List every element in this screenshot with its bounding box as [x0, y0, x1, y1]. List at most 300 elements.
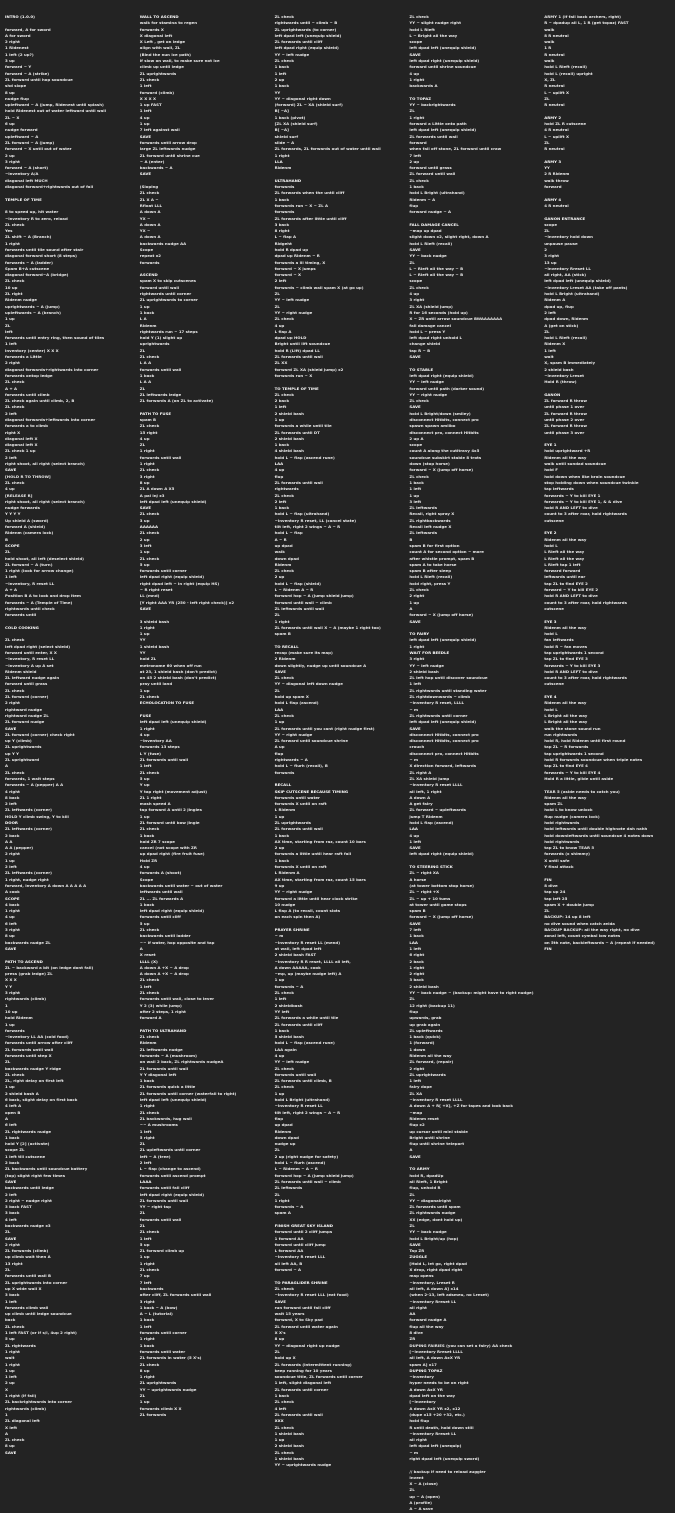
note-line: no dive sound when catch zelda: [544, 920, 615, 926]
note-line: Ridenm all the way: [544, 700, 587, 706]
note-line: forwards: [274, 209, 295, 215]
note-line: forwards: [274, 184, 295, 190]
note-line: 8 up: [139, 479, 150, 485]
note-line: up climb until ledge soundcue: [5, 1311, 72, 1317]
note-line: 3 back: [5, 1210, 20, 1216]
note-line: ZL check: [274, 1084, 295, 1090]
note-line: ~inventory LL AA (cold food): [5, 1034, 69, 1040]
note-line: 2 shield bash A: [5, 1090, 39, 1096]
note-line: L Rleft all the way: [544, 549, 585, 555]
note-line: Y up: [139, 782, 150, 788]
note-line: A down AxX YR: [409, 1386, 443, 1392]
note-line: YY ~ diagonal left down nudge: [274, 681, 343, 687]
note-line: ZL check: [5, 404, 25, 410]
note-line: 1 shield bash: [139, 643, 170, 649]
note-line: hold L Rleft (recall): [544, 64, 587, 70]
note-line: 1 back: [274, 857, 290, 863]
note-line: L ~ Ridenm ~ A ~ R: [274, 1166, 318, 1172]
note-line: YY ~ back nudge: [409, 1229, 447, 1235]
note-line: count to 3 after roar, hold rightwards: [544, 511, 627, 517]
note-line: [ZL XA (shield surf): [274, 121, 318, 127]
note-line: X ~ A (close): [409, 1481, 438, 1487]
note-line: tap left 25: [544, 895, 568, 901]
note-line: TEAR 5 (aside needs to catch you): [544, 788, 620, 794]
note-line: scope: [409, 278, 423, 284]
note-line: rightward nudge: [5, 706, 42, 712]
note-line: stop holding down when soundcue twinkle: [544, 479, 639, 485]
note-line: R neutral: [544, 83, 565, 89]
note-line: ZL uprightward: [5, 757, 40, 763]
note-line: ZL check: [5, 1071, 25, 1077]
note-line: 10 up: [5, 284, 18, 290]
note-line: 2 right: [5, 1241, 20, 1247]
note-line: 1 up: [5, 316, 15, 322]
section-heading: SAVE: [5, 1449, 17, 1455]
note-line: forwards until wall: [139, 366, 182, 372]
note-line: ZL check: [274, 990, 295, 996]
note-line: YY ~ left nudge: [409, 662, 444, 668]
note-line: ZL forwards until wall X ~ A (maybe 1 right too): [274, 624, 381, 630]
note-line: YY ~ uprightwards nudge: [139, 1386, 197, 1392]
note-line: hold L ~ flurh (recall), B: [274, 763, 328, 769]
note-line: 1 back: [274, 64, 290, 70]
note-line: A: [5, 763, 9, 769]
note-line: forward ~ X (jump off horse): [409, 467, 474, 473]
section-heading: COLD COOKING: [5, 624, 39, 630]
note-line: ZL forwards until wall: [5, 1046, 54, 1052]
note-line: 1 right: [274, 618, 290, 624]
note-line: hold R forwards soundcue when triple notes: [544, 757, 643, 763]
note-line: 1 back: [139, 1342, 155, 1348]
note-line: 7 left against wall: [139, 127, 180, 133]
note-line: Ridenm all the way: [544, 624, 587, 630]
section-heading: SAVE: [274, 1298, 286, 1304]
section-heading: SCOPE: [5, 895, 20, 901]
note-line: YY ~ right nudge: [274, 309, 313, 315]
note-line: ~mp, up (maybe nudge left) A: [274, 971, 342, 977]
note-line: Hold ZR: [139, 857, 158, 863]
note-line: ZL XA (shield jump): [409, 303, 453, 309]
note-line: 3 right: [544, 253, 560, 259]
note-line: 2 up A: [409, 435, 424, 441]
note-line: Ridenm reset: [409, 1115, 439, 1121]
note-line: ZL forwards until cliff: [274, 39, 323, 45]
note-line: A: [5, 1430, 9, 1436]
note-line: diagonal left X: [5, 442, 38, 448]
section-heading: LAA: [409, 826, 418, 832]
note-line: ZL rightdownwards ~ climb: [409, 694, 471, 700]
note-line: run forward until fall cliff: [274, 1304, 331, 1310]
note-line: flup, unhold R: [409, 1185, 441, 1191]
note-line: forwards climb wall: [5, 1304, 49, 1310]
note-line: YY ~ diagonal right up nudge: [274, 1342, 340, 1348]
note-line: ~inventory hold down: [544, 234, 593, 240]
note-line: slide ~ A: [274, 139, 295, 145]
note-line: rightwards run ~ 17 steps: [139, 328, 198, 334]
note-line: ZL check: [5, 479, 25, 485]
note-line: ZL forwards until you cant (right nudge first): [274, 725, 375, 731]
note-line: 1 back: [274, 505, 290, 511]
note-line: 1 right: [5, 240, 20, 246]
note-line: Tap ZR: [409, 1248, 425, 1254]
note-line: down slightly, nudge up until soundcue A: [274, 662, 367, 668]
section-heading: SAVE: [139, 605, 152, 611]
note-line: YY ~ diagonal right down: [274, 95, 331, 101]
section-heading: ARMY 2: [544, 114, 562, 120]
note-line: forwards: [5, 1027, 25, 1033]
note-line: rightwards (climb): [5, 1405, 46, 1411]
note-line: 2 right: [5, 360, 20, 366]
note-line: hold R, dpadUp: [409, 1172, 444, 1178]
note-line: forward, A for sword: [5, 26, 51, 32]
note-line: L ~ uplift X: [544, 89, 570, 95]
note-line: hyper needs to be on right: [409, 1380, 469, 1386]
note-line: A cook: [5, 889, 20, 895]
note-line: 4 left: [274, 1405, 287, 1411]
note-line: 7 left: [139, 1279, 152, 1285]
note-line: forwards: [139, 259, 160, 265]
note-line: 6 back, slight delay on first back: [5, 1097, 78, 1103]
note-line: 8 up: [5, 1443, 15, 1449]
note-line: ZL backwards until soundcue battery: [5, 1166, 88, 1172]
note-line: ZL check: [139, 1034, 160, 1040]
note-line: Bright until shrine: [409, 1134, 450, 1140]
note-line: left dpad right (select shield): [5, 643, 71, 649]
section-heading: SAVE: [5, 1235, 17, 1241]
note-line: B: [5, 536, 8, 542]
note-line: forwards X until on raft: [274, 864, 327, 870]
note-line: all left, A down AxX YR: [409, 1355, 461, 1361]
note-line: hold flup: [409, 1418, 430, 1424]
note-line: 3 shield bash: [139, 618, 170, 624]
note-line: A A: [5, 838, 13, 844]
note-line: Y final attack: [544, 864, 574, 870]
note-line: 2 left: [5, 1191, 17, 1197]
section-heading: TO RECALL: [274, 643, 299, 649]
note-line: tap ZL ~ R forwards: [544, 744, 589, 750]
note-line: ZL forwards until wall: [139, 1197, 189, 1203]
note-line: 3 up: [5, 58, 15, 64]
note-line: 10 up: [5, 1008, 18, 1014]
note-line: Recall left nudge X: [409, 524, 452, 530]
note-line: L ~ flap A: [274, 234, 297, 240]
note-line: right dpad left (unequip sword): [409, 1455, 480, 1461]
note-line: forward a little until hear clock strike: [274, 895, 358, 901]
note-line: 5 up: [139, 775, 150, 781]
note-line: 1 back ~ A (bow): [139, 1304, 178, 1310]
section-heading: SAVE: [139, 505, 152, 511]
note-line: hold L ~ flap (ascend rune): [274, 454, 335, 460]
note-line: Yes: [5, 228, 13, 234]
note-line: forwards ~ A (pepper) A A: [5, 782, 64, 788]
note-line: up dpad right (fire fruit fuse): [139, 851, 205, 857]
note-line: R neutral: [544, 102, 565, 108]
note-line: hold L ~ flap (shield): [274, 580, 321, 586]
section-heading: SAVE: [409, 246, 421, 252]
note-line: forwards ~ A (ladder): [5, 259, 53, 265]
section-heading: ASCEND: [139, 272, 158, 278]
note-line: ZL ~ backward a bit (on ledge dont fall): [5, 964, 94, 970]
note-line: 1 left: [409, 486, 422, 492]
note-line: 2 up: [5, 1380, 15, 1386]
note-line: forward nudge ~ A: [409, 209, 452, 215]
note-line: 6 up: [5, 121, 15, 127]
note-line: tap ZL to find EYE 3: [544, 656, 588, 662]
note-line: hold L Bright (ultrahand): [409, 190, 465, 196]
note-line: A pal inj x3: [139, 492, 165, 498]
note-line: ZL check: [139, 76, 160, 82]
note-line: fall damage cancel: [409, 322, 451, 328]
note-line: hold L Bright/down (smiley): [409, 410, 471, 416]
note-line: A down AAAAA, cook: [274, 964, 321, 970]
note-line: spam B for first option: [409, 542, 460, 548]
note-line: Invent: [409, 1474, 424, 1480]
note-line: 2 left: [274, 498, 287, 504]
note-line: forward until shrine soundcue: [409, 64, 477, 70]
note-line: Ridenm: [274, 165, 292, 171]
note-line: Ridenm nudge: [5, 297, 37, 303]
note-line: forwards until fall cliff: [139, 1185, 190, 1191]
section-heading: RECALL: [274, 782, 292, 788]
note-line: ZL check: [139, 354, 160, 360]
note-line: rightwards until ~ climb ~ B: [274, 20, 338, 26]
note-line: leftwards until ear: [544, 574, 586, 580]
note-line: 8 to speed up, hit water: [5, 209, 59, 215]
note-line: 1 up: [139, 813, 150, 819]
note-line: Ridenm: [139, 1040, 157, 1046]
note-line: hold L Rleft (recall): [544, 335, 587, 341]
note-line: X drop, right dpad right: [409, 1267, 463, 1273]
note-line: walk until sundad soundcue: [544, 461, 607, 467]
note-line: ZL forwards in water (5 X's): [139, 1355, 202, 1361]
note-line: left dpad right (equip shield): [139, 908, 205, 914]
note-line: L flap A (to recall, count slots: [274, 908, 341, 914]
note-line: spam A: [274, 1210, 291, 1216]
note-line: 1 back: [139, 901, 155, 907]
note-line: forwards ~ A (Temple of Time): [5, 599, 73, 605]
note-line: hold Y [2] (activate): [5, 1141, 50, 1147]
note-line: 1 back: [274, 442, 290, 448]
note-line: left dpad left (unequip shield): [409, 45, 477, 51]
note-line: 1 left: [409, 945, 422, 951]
note-line: left dpad left (unequip shield): [139, 1097, 207, 1103]
note-line: hold L: [544, 542, 558, 548]
note-line: ZL check: [139, 555, 160, 561]
note-line: ZL: [139, 1210, 146, 1216]
note-line: 1 back: [409, 933, 424, 939]
section-heading: SAVE: [409, 354, 421, 360]
note-line: hold ZL: [139, 656, 157, 662]
note-line: 1 left: [139, 1323, 152, 1329]
note-line: hold downleftwards until soundcue 4 notes down: [544, 832, 654, 838]
note-line: forward until path (darker sound): [409, 385, 485, 391]
note-line: Y Y: [5, 983, 13, 989]
note-line: ZL A down A X5: [139, 486, 175, 492]
note-line: until phase 1 over: [544, 404, 585, 410]
note-line: A: [409, 605, 413, 611]
note-line: 1 left: [139, 83, 152, 89]
note-line: ZL forwards when the until cliff: [274, 190, 345, 196]
note-line: 1 right: [139, 461, 155, 467]
note-line: forward until grass: [5, 681, 48, 687]
note-line: hold shoot, all left (deselect shield): [5, 555, 84, 561]
note-line: forwards until step X: [5, 1052, 52, 1058]
note-line: left dpad left (unequip shield): [409, 637, 477, 643]
note-line: 1 right: [139, 1374, 155, 1380]
notes-column-5: [544, 14, 671, 1192]
note-line: hold L ~ press Y: [409, 328, 446, 334]
section-heading: EYE 4: [544, 694, 557, 700]
note-line: hold uprightward +R: [544, 448, 591, 454]
note-line: 3 right: [139, 1298, 155, 1304]
note-line: ZL forwards until wall ~ climb: [274, 1178, 341, 1184]
note-line: disconnect Hitbits, connect pro: [409, 738, 479, 744]
note-line: 1 right (look for arrow change): [5, 568, 74, 574]
note-line: cancel (not scope with ZR: [139, 845, 197, 851]
note-line: backwards A: [409, 83, 438, 89]
note-line: ZL leftwards nudge: [139, 1046, 183, 1052]
note-line: 1 right: [409, 643, 425, 649]
note-line: L ~ Ridenm A ~ R: [274, 587, 314, 593]
note-line: 8 up: [5, 933, 15, 939]
note-line: forwards ~ climb wall spam X (at go up): [274, 284, 364, 290]
note-line: left dpad left (unequip shield): [139, 719, 207, 725]
note-line: YY ~ left nudge: [274, 297, 310, 303]
note-line: ~ m: [409, 757, 419, 763]
note-line: 2 left: [5, 454, 17, 460]
note-line: at wall, left dpad left: [274, 945, 322, 951]
note-line: ZL: [274, 1147, 280, 1153]
section-heading: FUSE: [139, 712, 152, 718]
note-line: 1 down: [409, 1046, 426, 1052]
note-line: ~inventory R reset LLL: [274, 1254, 326, 1260]
note-line: upleftward ~ A: [5, 133, 39, 139]
note-line: ZL forwards quick a little: [139, 1084, 196, 1090]
section-heading: LAAA: [139, 1178, 152, 1184]
note-line: ZL: [274, 303, 280, 309]
note-line: ZR: [409, 1336, 416, 1342]
note-line: 1 back: [139, 1078, 155, 1084]
note-line: 6 left: [5, 1122, 17, 1128]
note-line: spam B after sleep: [409, 568, 452, 574]
note-line: ZL forwards until wall: [274, 479, 323, 485]
section-heading: PATH TO ULTRAHAND: [139, 1027, 187, 1033]
section-heading: ZUGGLE: [409, 1254, 428, 1260]
note-line: forwards: [274, 769, 295, 775]
note-line: 1 back: [274, 1027, 290, 1033]
note-line: forwards ~ Y to kill EYE 1: [544, 492, 601, 498]
note-line: 4 up: [139, 114, 150, 120]
note-line: until phase 3 over: [544, 429, 585, 435]
note-line: on wall 2 back, ZL rightwards nudgeA: [139, 1059, 224, 1065]
section-heading: TO TEMPLE OF TIME: [274, 385, 319, 391]
note-line: 4 up: [274, 467, 285, 473]
note-line: ~inventory Rreset LL: [409, 1298, 457, 1304]
note-line: hold F: [544, 467, 558, 473]
note-line: ZL leftwards until wall: [274, 605, 325, 611]
note-line: 4 R neutral: [544, 127, 569, 133]
note-line: tap ZL to find EYE 4: [544, 763, 588, 769]
note-line: YY ~ back nudge: [409, 253, 447, 259]
note-line: ZL check: [5, 278, 25, 284]
note-line: L ~ uplift X: [544, 133, 570, 139]
note-line: nudge forwards: [5, 505, 40, 511]
note-line: ZL backrightwards into corner: [5, 1399, 73, 1405]
note-line: ZL check: [139, 1267, 160, 1273]
note-line: ZL check: [139, 423, 160, 429]
note-line: 1 right: [409, 964, 425, 970]
note-line: ZL: [5, 1059, 11, 1065]
section-heading: SAVE: [409, 725, 421, 731]
note-line: A ~ L (tutorial): [139, 1311, 173, 1317]
note-line: 2 left: [5, 801, 17, 807]
note-line: forward ZL XA (shield jump) x2: [274, 366, 344, 372]
note-line: R ~ dpadup all L, 1 R (get topaz) FAST: [544, 20, 629, 26]
note-line: 2 shield bash: [274, 435, 304, 441]
note-line: ~ m: [274, 933, 284, 939]
note-line: left dpad right (equip shield): [409, 372, 474, 378]
note-line: hold rightwards: [544, 838, 580, 844]
notes-column-1: [5, 14, 132, 1455]
note-line: 2 R Ridenm: [544, 171, 570, 177]
note-line: 5 up: [139, 920, 150, 926]
note-line: 1 left: [139, 1235, 152, 1241]
note-line: ZL: [139, 1393, 146, 1399]
note-line: hold Ridenm: [5, 1015, 33, 1021]
note-line: ZL forwards until wall: [139, 1065, 189, 1071]
note-line: on 5th note, backleftwards ~ A (repeat if needed): [544, 939, 655, 945]
note-line: all left, A down A] x14: [409, 1285, 459, 1291]
note-line: diagonal forward+rightwards out of fall: [5, 184, 94, 190]
note-line: ~inventory AA: [139, 738, 172, 744]
note-line: ZL check: [409, 14, 429, 19]
note-line: ZL forwards until climb, B: [274, 1078, 332, 1084]
note-line: 8 up: [274, 1336, 285, 1342]
note-line: A (profile): [409, 1500, 432, 1506]
note-line: rightwards ~ A: [274, 757, 308, 763]
note-line: mash speed A: [139, 801, 171, 807]
section-heading: PRAYER SHRINE: [274, 927, 310, 933]
note-line: ZL XA: [409, 1090, 423, 1096]
note-line: spam B: [139, 417, 157, 422]
note-line: 4 up: [5, 914, 15, 920]
note-line: 1 right: [139, 448, 155, 454]
note-line: forward ~ X jumps: [274, 265, 316, 271]
note-line: backwards until water ~ out of water: [139, 882, 223, 888]
note-line: hold L ~ flap: [274, 530, 303, 536]
note-line: ARMY 1 (if fail back archers, right): [544, 14, 621, 19]
note-line: forward: [544, 184, 562, 190]
note-line: 2 up: [274, 76, 285, 82]
note-line: B[ ~A]: [274, 108, 289, 114]
note-line: ZL rightwards nudge: [409, 1210, 456, 1216]
note-line: YY ~ slight nudge right: [409, 20, 461, 26]
note-line: forwards run ~ X: [274, 372, 313, 378]
note-line: 1 back: [409, 479, 424, 485]
note-line: ZL: [274, 612, 280, 618]
note-line: forwards a while until tile: [274, 423, 332, 429]
note-line: flap: [274, 1115, 284, 1121]
note-line: back: [5, 1317, 16, 1323]
note-line: ZL forward R throw: [544, 398, 587, 404]
note-line: hold R (Lift) dpad LL: [274, 347, 320, 353]
note-line: ZL X A ~: [139, 196, 159, 202]
note-line: A down AxX YR x2, x12: [409, 1405, 461, 1411]
note-line: L Ridenm: [274, 807, 296, 813]
note-line: ZL: [5, 322, 11, 328]
note-line: ZL check: [5, 637, 25, 643]
note-line: // backup if need to reload zuggler: [409, 1468, 486, 1474]
